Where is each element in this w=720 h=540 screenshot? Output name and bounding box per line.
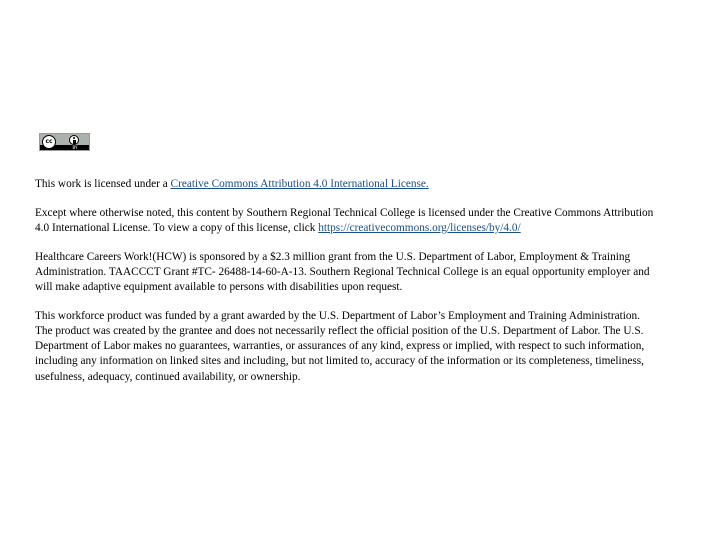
- license-content: [35, 177, 655, 385]
- cc-icon: cc: [42, 135, 56, 149]
- license-line: [35, 177, 655, 192]
- license-url-link[interactable]: https://creativecommons.org/licenses/by/4.0/: [318, 221, 521, 234]
- attribution-person-icon: [69, 135, 79, 145]
- except-paragraph-text: Except where otherwise noted, this content by Southern Regional Technical College is licensed under the Creative Commons Attribution 4.0 International License. To view a copy of this license, click: [35, 206, 654, 234]
- by-label: BY: [72, 145, 78, 150]
- except-paragraph: [35, 206, 655, 236]
- cc-by-license-badge[interactable]: [39, 133, 90, 151]
- cc-license-link[interactable]: Creative Commons Attribution 4.0 International License.: [170, 178, 429, 190]
- workforce-paragraph: This workforce product was funded by a grant awarded by the U.S. Department of Labor’s Employment and Training Administration. The product was created by the grantee and does not necessarily reflect the official position of the U.S. Department of Labor. The U.S. Department of Labor makes no guarantees, warranties, or assurances of any kind, express or implied, with respect to such information, including any information on linked sites and including, but not limited to, accuracy of the information or its completeness, timeliness, usefulness, adequacy, continued availability, or ownership.: [35, 309, 645, 383]
- license-line-text: This work is licensed under a: [35, 178, 171, 190]
- hcw-paragraph: Healthcare Careers Work!(HCW) is sponsored by a $2.3 million grant from the U.S. Department of Labor, Employment & Training Administration. TAACCCT Grant #TC- 26488-14-60-A-13. Southern Regional Technical College is an equal opportunity employer and will make adaptive equipment available to persons with disabilities upon request.: [35, 250, 650, 294]
